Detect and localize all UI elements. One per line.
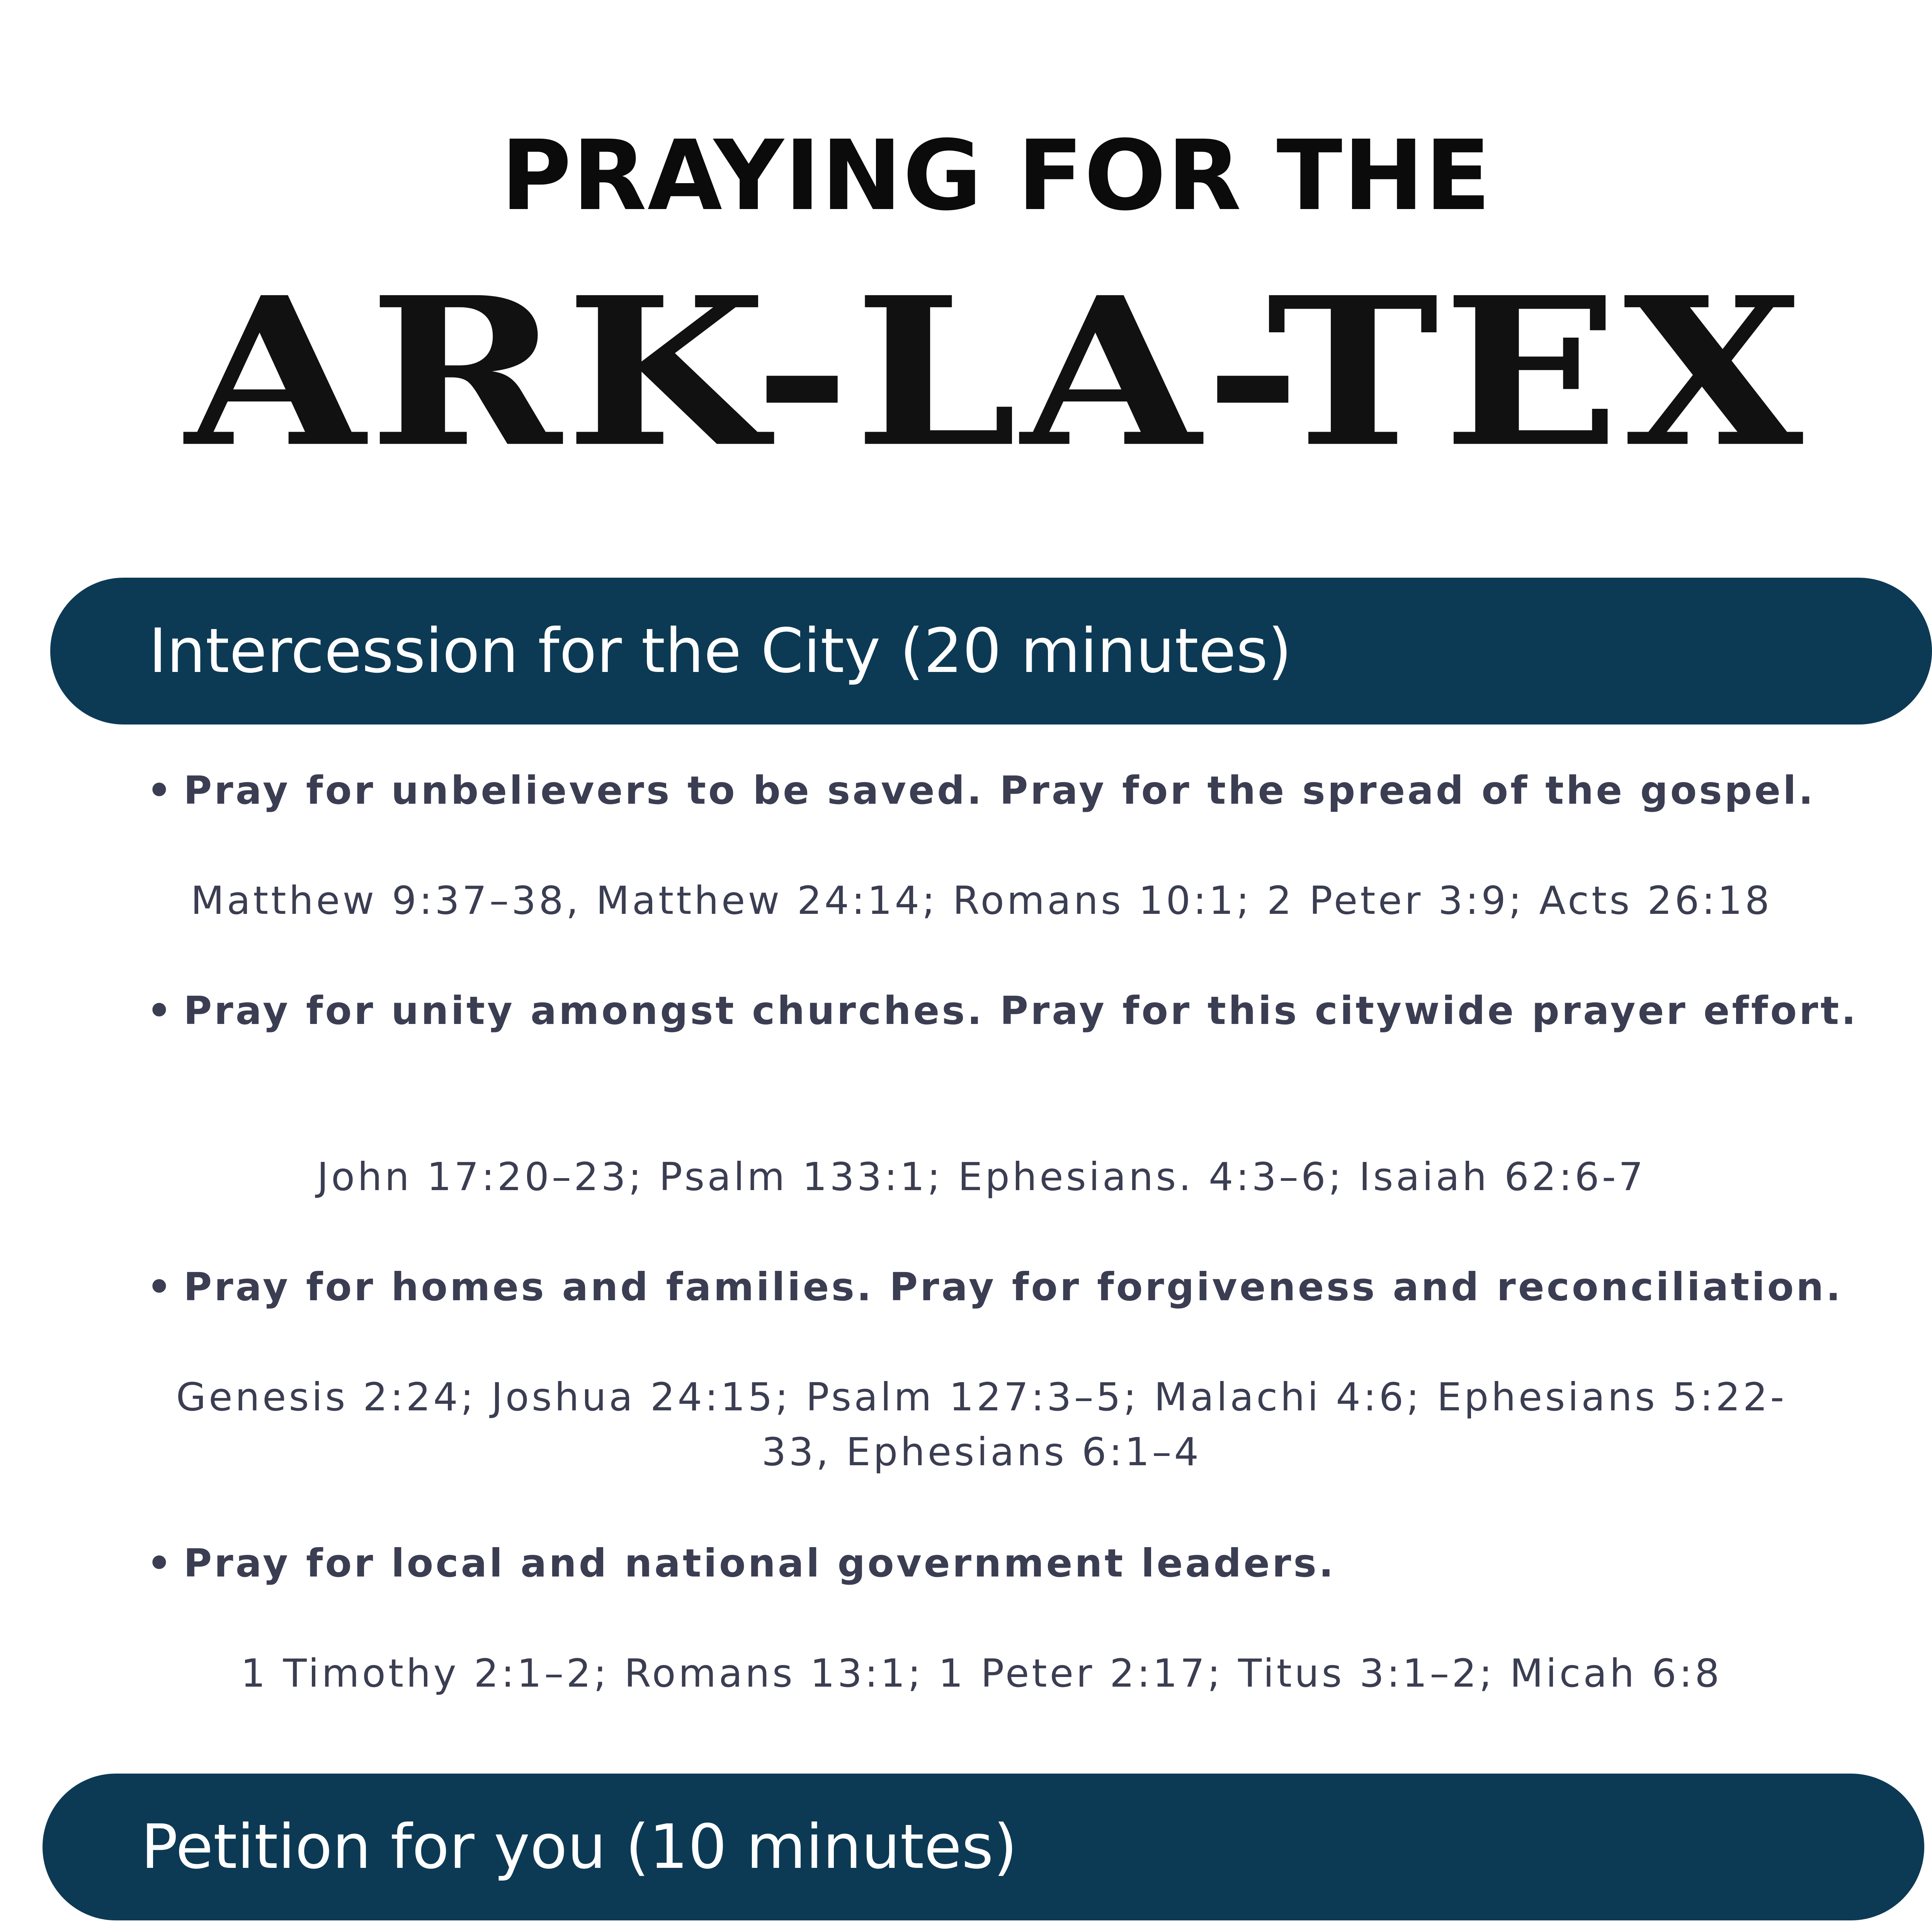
bullet-dot-icon: • [147, 1541, 174, 1586]
intercession-heading: Intercession for the City (20 minutes) [149, 616, 1292, 687]
bullet-dot-icon: • [147, 988, 174, 1033]
petition-banner [43, 1774, 1924, 1920]
prayer-item-4 [147, 1536, 1862, 1591]
title-praying-for-the: PRAYING FOR THE [500, 119, 1492, 232]
intercession-banner [50, 578, 1932, 724]
scripture-references-1: Matthew 9:37–38, Matthew 24:14; Romans 10:1; 2 Peter 3:9; Acts 26:18 [190, 878, 1772, 923]
prayer-item-2 [147, 983, 1862, 1038]
bullet-dot-icon: • [147, 768, 174, 813]
scripture-references-2: John 17:20–23; Psalm 133:1; Ephesians. 4:3–6; Isaiah 62:6-7 [317, 1154, 1646, 1199]
petition-heading: Petition for you (10 minutes) [141, 1811, 1017, 1883]
prayer-item-1 [147, 763, 1862, 818]
prayer-text: Pray for local and national government leaders. [184, 1541, 1336, 1586]
prayer-text: Pray for unity amongst churches. Pray for this citywide prayer effort. [184, 988, 1859, 1033]
scripture-references-3: Genesis 2:24; Joshua 24:15; Psalm 127:3–5; Malachi 4:6; Ephesians 5:22-33, Ephesians 6:1–4 [176, 1374, 1787, 1475]
bullet-dot-icon: • [147, 1264, 174, 1310]
prayer-text: Pray for homes and families. Pray for forgiveness and reconciliation. [184, 1264, 1843, 1310]
prayer-item-3 [147, 1260, 1862, 1315]
scripture-references-4: 1 Timothy 2:1–2; Romans 13:1; 1 Peter 2:17; Titus 3:1–2; Micah 6:8 [241, 1651, 1722, 1696]
title-ark-la-tex: ARK-LA-TEX [185, 252, 1807, 492]
prayer-text: Pray for unbelievers to be saved. Pray for the spread of the gospel. [184, 768, 1816, 813]
